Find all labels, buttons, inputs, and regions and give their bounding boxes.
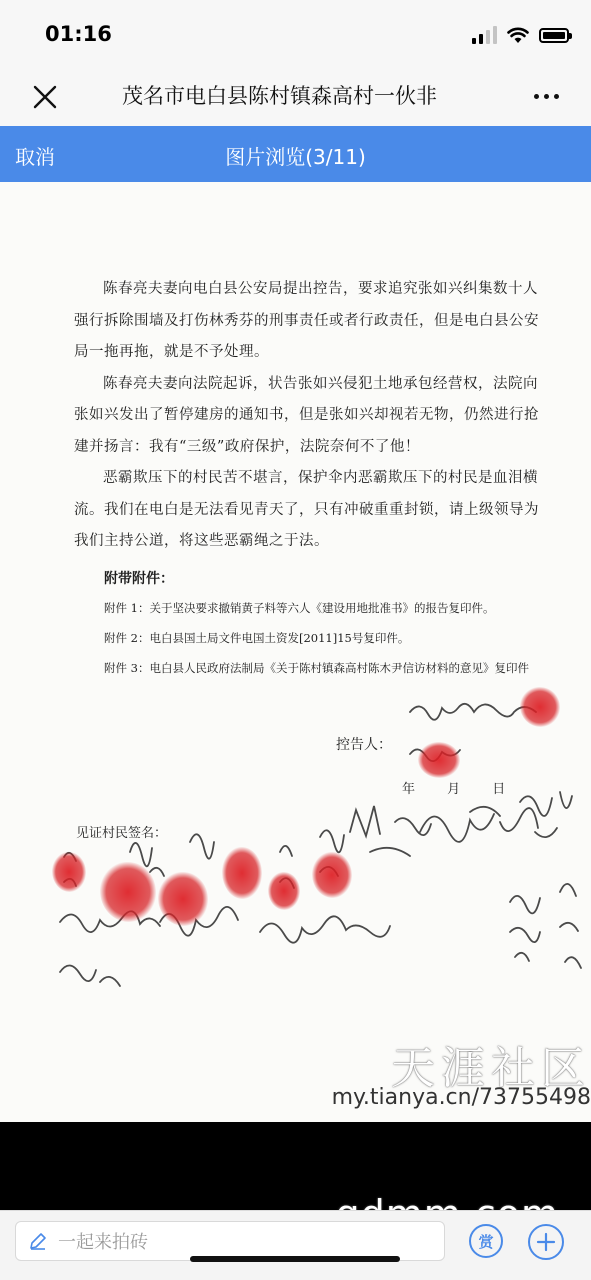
attachment-item: 附件 1：关于坚决要求撤销黄子料等六人《建设用地批准书》的报告复印件。 bbox=[104, 600, 495, 615]
document-paragraph: 陈春亮夫妻向电白县公安局提出控告，要求追究张如兴纠集数十人强行拆除围墙及打伤林秀芬的刑事责任或者行政责任，但是电白县公安局一拖再拖，就是不予处理。 bbox=[74, 281, 539, 360]
status-bar bbox=[0, 0, 591, 66]
home-indicator[interactable] bbox=[190, 1256, 400, 1262]
fingerprint-mark bbox=[158, 872, 208, 926]
attachments-list bbox=[104, 596, 544, 680]
plus-icon bbox=[536, 1232, 556, 1252]
pencil-icon bbox=[28, 1231, 48, 1251]
nav-bar bbox=[0, 66, 591, 126]
attachments-title: 附带附件： bbox=[104, 570, 174, 587]
tianya-url: my.tianya.cn/73755498 bbox=[331, 1085, 591, 1110]
add-button[interactable] bbox=[528, 1224, 564, 1260]
document-paragraph: 陈春亮夫妻向法院起诉，状告张如兴侵犯土地承包经营权，法院向张如兴发出了暂停建房的通知书，但是张如兴却视若无物，仍然进行抢建并扬言：我有“三级”政府保护，法院奈何不了他！ bbox=[74, 375, 539, 455]
fingerprint-mark bbox=[520, 687, 560, 727]
complainant-label: 控告人： bbox=[336, 737, 392, 753]
image-viewer-header bbox=[0, 126, 591, 182]
more-button[interactable] bbox=[529, 84, 563, 108]
comment-placeholder: 一起来拍砖 bbox=[58, 1232, 148, 1253]
battery-icon bbox=[539, 28, 569, 43]
more-dot bbox=[534, 94, 539, 99]
cellular-signal-icon bbox=[472, 26, 497, 44]
reward-button[interactable]: 赏 bbox=[469, 1224, 503, 1258]
more-dot bbox=[544, 94, 549, 99]
close-button[interactable] bbox=[28, 80, 62, 114]
bottom-bar bbox=[0, 1210, 591, 1280]
status-icons bbox=[472, 24, 569, 46]
document-photo[interactable] bbox=[0, 182, 591, 1122]
cancel-button[interactable]: 取消 bbox=[15, 141, 55, 170]
status-time: 01:16 bbox=[45, 22, 112, 46]
comment-input[interactable] bbox=[15, 1221, 445, 1261]
fingerprint-mark bbox=[268, 872, 300, 910]
witness-label: 见证村民签名： bbox=[76, 826, 168, 841]
close-icon bbox=[33, 85, 57, 109]
document-body bbox=[74, 274, 544, 686]
fingerprint-mark bbox=[222, 847, 262, 899]
fingerprint-mark bbox=[418, 742, 460, 778]
viewer-title: 图片浏览(3/11) bbox=[225, 145, 366, 169]
attachment-item: 附件 2：电白县国土局文件电国土资发[2011]15号复印件。 bbox=[104, 630, 410, 645]
tianya-watermark: 天涯社区 bbox=[391, 1043, 591, 1094]
date-line: 年 月 日 bbox=[402, 782, 520, 797]
document-paragraph: 恶霸欺压下的村民苦不堪言，保护伞内恶霸欺压下的村民是血泪横流。我们在电白是无法看见青天了，只有冲破重重封锁，请上级领导为我们主持公道，将这些恶霸绳之于法。 bbox=[74, 470, 539, 549]
page-title: 茂名市电白县陈村镇森高村一伙非 bbox=[122, 84, 437, 108]
fingerprint-mark bbox=[100, 862, 156, 922]
attachment-item: 附件 3：电白县人民政府法制局《关于陈村镇森高村陈木尹信访材料的意见》复印件 bbox=[104, 660, 529, 675]
more-dot bbox=[554, 94, 559, 99]
fingerprint-mark bbox=[312, 852, 352, 898]
fingerprint-mark bbox=[52, 852, 86, 892]
wifi-icon bbox=[507, 27, 529, 44]
